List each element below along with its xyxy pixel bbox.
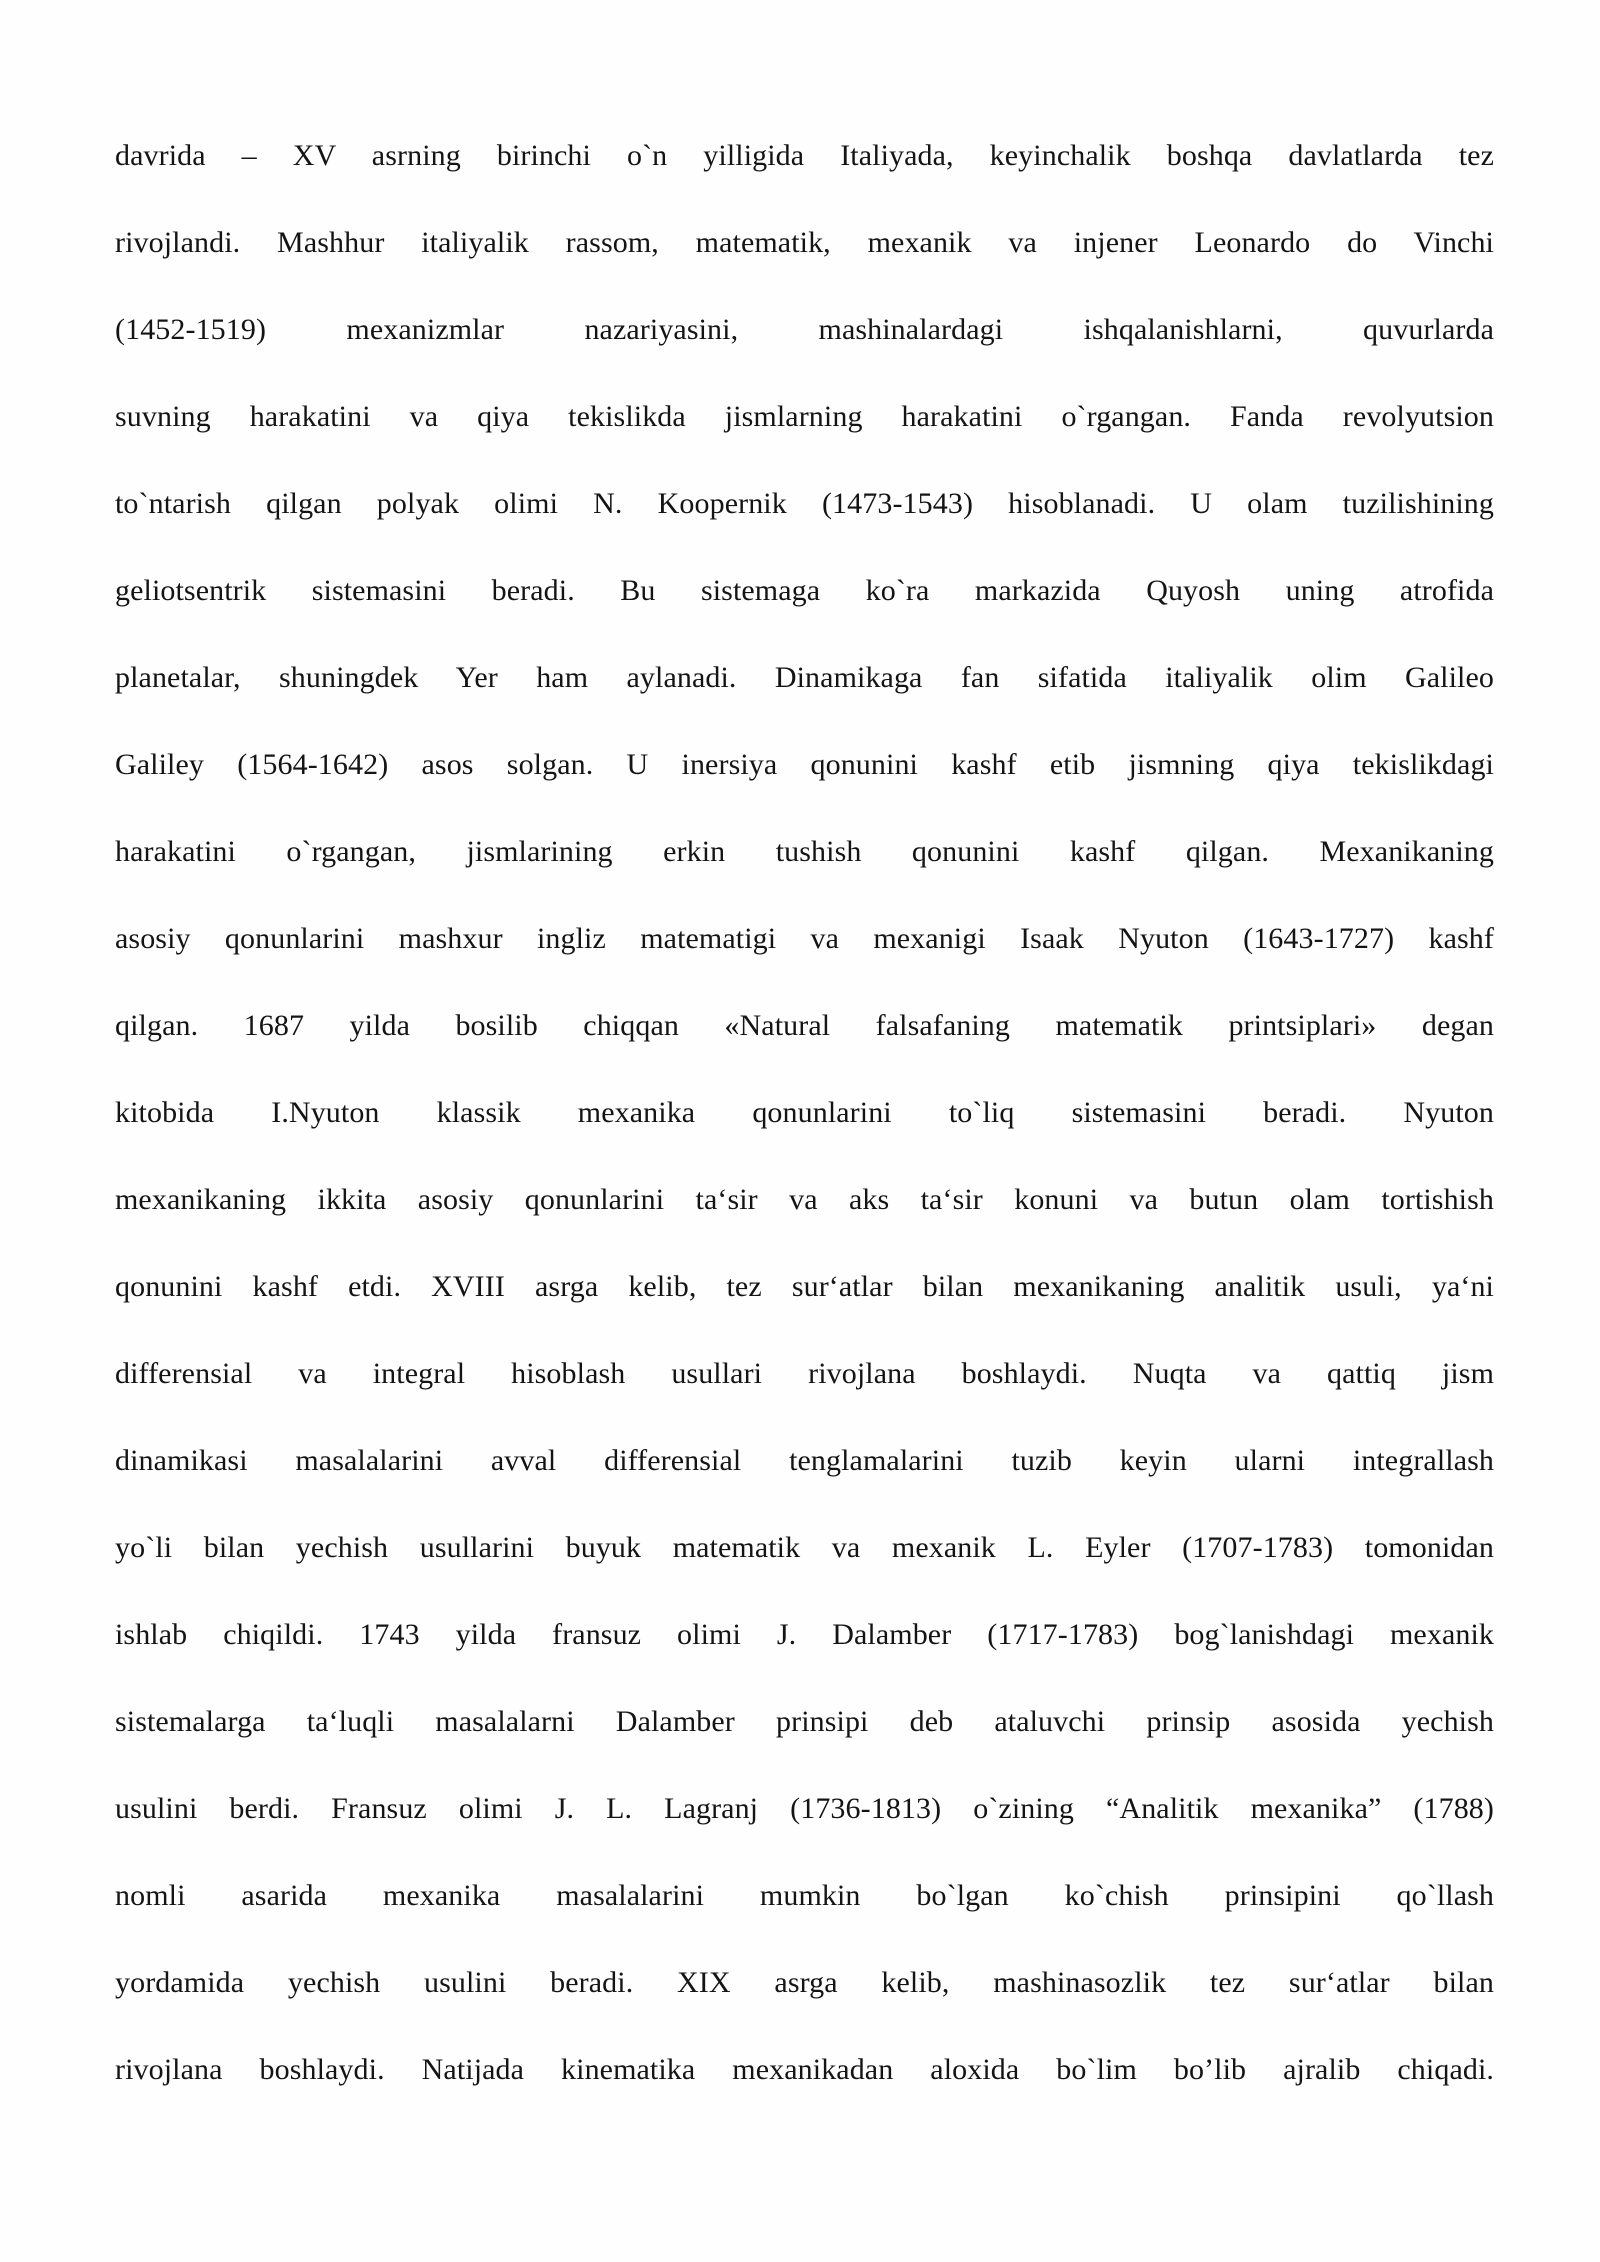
text-line: differensial va integral hisoblash usullari rivojlana boshlaydi. Nuqta va qattiq jism [115,1357,1494,1390]
text-line: qonunini kashf etdi. XVIII asrga kelib, tez sur‘atlar bilan mexanikaning analitik usuli, ya‘ni [115,1270,1494,1303]
text-line: planetalar, shuningdek Yer ham aylanadi. Dinamikaga fan sifatida italiyalik olim Galileo [115,661,1494,694]
paragraph [115,112,1494,2113]
text-line: qilgan. 1687 yilda bosilib chiqqan «Natural falsafaning matematik printsiplari» degan [115,1009,1494,1042]
text-line: sistemalarga ta‘luqli masalalarni Dalamber prinsipi deb ataluvchi prinsip asosida yechish [115,1705,1494,1738]
text-line: asosiy qonunlarini mashxur ingliz matematigi va mexanigi Isaak Nyuton (1643-1727) kashf [115,922,1494,955]
text-line: davrida – XV asrning birinchi o`n yilligida Italiyada, keyinchalik boshqa davlatlarda tez [115,139,1494,172]
text-line: rivojlana boshlaydi. Natijada kinematika mexanikadan aloxida bo`lim bo’lib ajralib chiqadi. [115,2053,1494,2086]
text-line: to`ntarish qilgan polyak olimi N. Koopernik (1473-1543) hisoblanadi. U olam tuzilishining [115,487,1494,520]
text-line: Galiley (1564-1642) asos solgan. U inersiya qonunini kashf etib jismning qiya tekislikdagi [115,748,1494,781]
text-line: yo`li bilan yechish usullarini buyuk matematik va mexanik L. Eyler (1707-1783) tomonidan [115,1531,1494,1564]
text-line: suvning harakatini va qiya tekislikda jismlarning harakatini o`rgangan. Fanda revolyutsion [115,400,1494,433]
text-line: ishlab chiqildi. 1743 yilda fransuz olimi J. Dalamber (1717-1783) bog`lanishdagi mexanik [115,1618,1494,1651]
text-line: dinamikasi masalalarini avval differensial tenglamalarini tuzib keyin ularni integrallash [115,1444,1494,1477]
text-line: harakatini o`rgangan, jismlarining erkin tushish qonunini kashf qilgan. Mexanikaning [115,835,1494,868]
text-line: geliotsentrik sistemasini beradi. Bu sistemaga ko`ra markazida Quyosh uning atrofida [115,574,1494,607]
text-line: usulini berdi. Fransuz olimi J. L. Lagranj (1736-1813) o`zining “Analitik mexanika” (1788) [115,1792,1494,1825]
text-line: mexanikaning ikkita asosiy qonunlarini ta‘sir va aks ta‘sir konuni va butun olam tortishish [115,1183,1494,1216]
text-line: nomli asarida mexanika masalalarini mumkin bo`lgan ko`chish prinsipini qo`llash [115,1879,1494,1912]
text-line: (1452-1519) mexanizmlar nazariyasini, mashinalardagi ishqalanishlarni, quvurlarda [115,313,1494,346]
text-line: kitobida I.Nyuton klassik mexanika qonunlarini to`liq sistemasini beradi. Nyuton [115,1096,1494,1129]
text-line: rivojlandi. Mashhur italiyalik rassom, matematik, mexanik va injener Leonardo do Vinchi [115,226,1494,259]
text-line: yordamida yechish usulini beradi. XIX asrga kelib, mashinasozlik tez sur‘atlar bilan [115,1966,1494,1999]
